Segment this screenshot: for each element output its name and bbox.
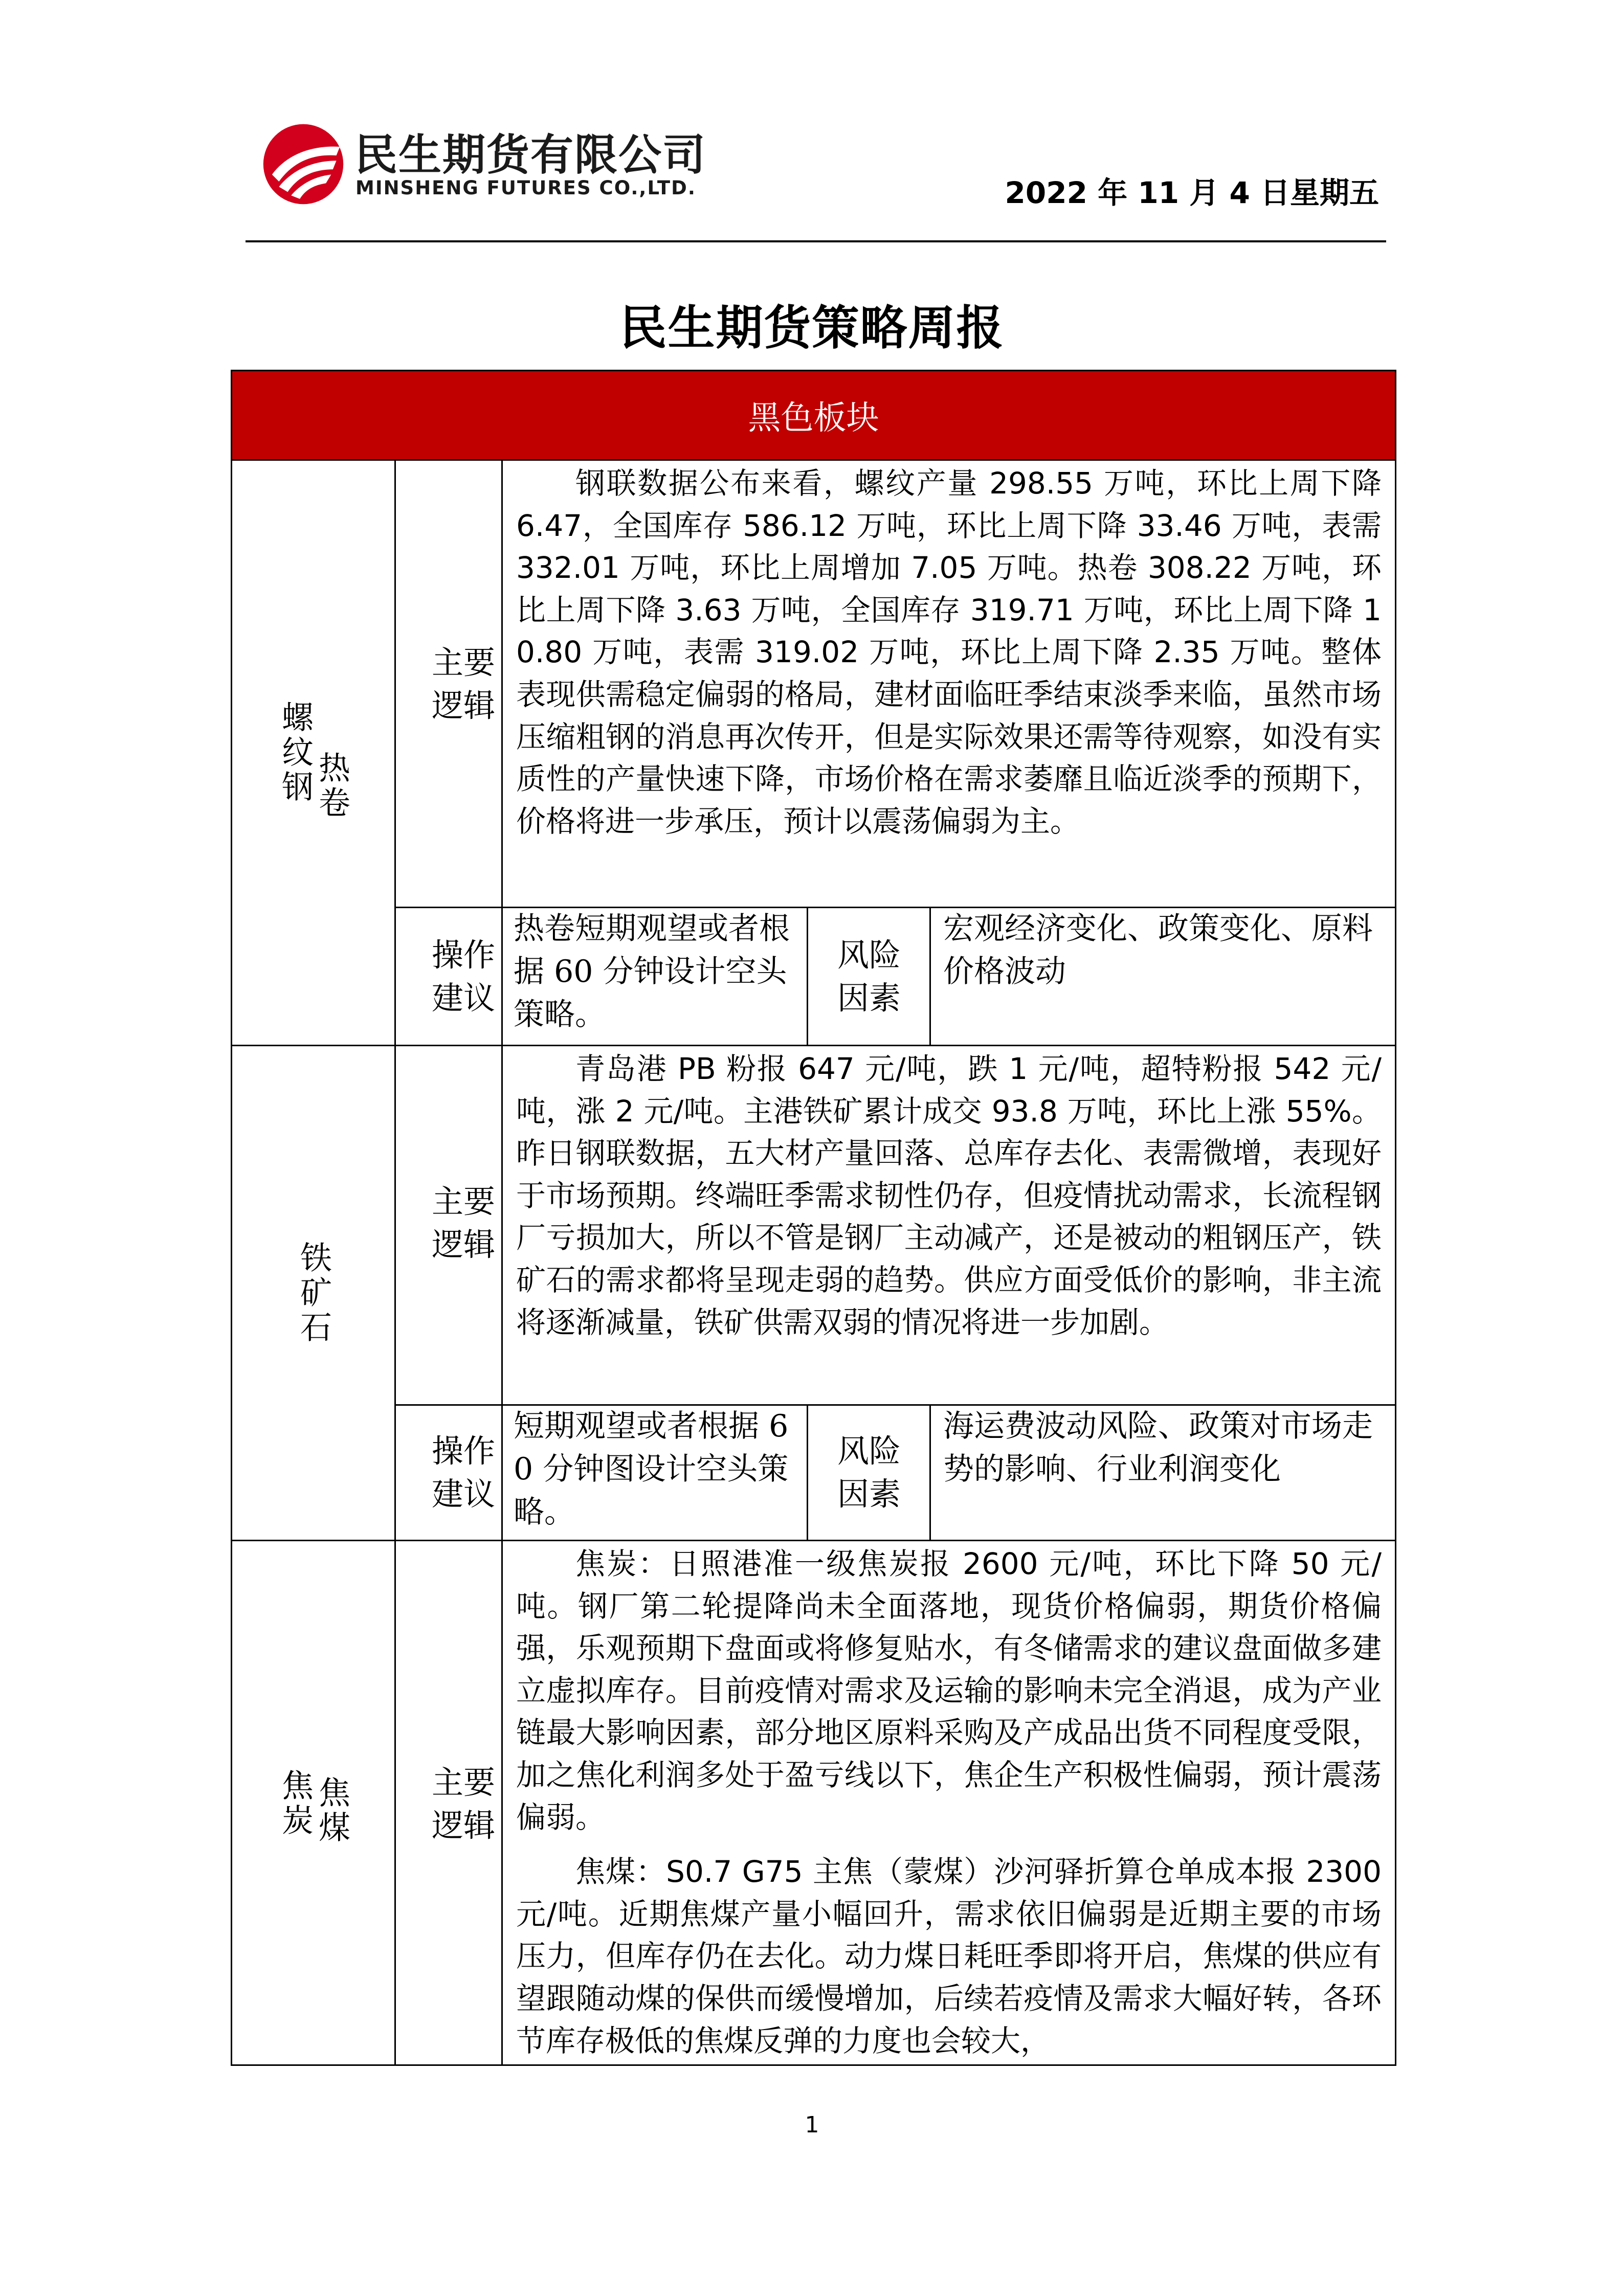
commodity-name: 螺纹钢 [276,701,314,805]
operation-label: 操作 建议 [431,1432,495,1513]
column-divider [394,459,396,2066]
company-name-cn: 民生期货有限公司 [354,130,707,180]
column-divider [929,1404,931,1540]
main-logic-label: 主要 逻辑 [431,1183,495,1263]
commodity-name: 铁矿石 [295,1241,332,1345]
column-divider [807,1404,808,1540]
commodity-name: 焦炭 [276,1769,314,1838]
document-title: 民生期货策略周报 [619,301,1005,355]
operation-label: 操作 建议 [431,936,495,1017]
column-divider [929,907,931,1045]
commodity-rebar-hotcoil [232,461,394,1045]
operation-advice: 热卷短期观望或者根据 60 分钟设计空头策略。 [514,911,790,1032]
risk-label: 风险 因素 [837,1432,901,1513]
main-logic-text: 钢联数据公布来看，螺纹产量 298.55 万吨，环比上周下降 6.47，全国库存 586.12 万吨，环比上周下降 33.46 万吨，表需 332.01 万吨，环比上周增加 7.05 万吨。热卷 308.22 万吨，环比上周下降 3.63 万吨，全国库存 319.71 万吨，环比上周下降 10.80 万吨，表需 319.02 万吨，环比上周下降 2.35 万吨。整体表现供需稳定偏弱的格局，建材面临旺季结束淡季来临，虽然市场压缩粗钢的消息再次传开，但是实际效果还需等待观察，如没有实质性的产量快速下降，市场价格在需求萎靡且临近淡季的预期下，价格将进一步承压，预计以震荡偏弱为主。 [516,466,1382,839]
strategy-table [231,370,1396,2066]
operation-advice: 短期观望或者根据 60 分钟图设计空头策略。 [514,1408,789,1530]
commodity-coke-coal [232,1541,394,2066]
row-divider [232,1045,1395,1046]
report-date: 2022 年 11 月 4 日星期五 [1005,175,1379,210]
column-divider [807,907,808,1045]
company-logo [260,117,751,209]
coke-paragraph: 焦炭：日照港准一级焦炭报 2600 元/吨，环比下降 50 元/吨。钢厂第二轮提降尚未全面落地，现货价格偏弱，期货价格偏强，乐观预期下盘面或将修复贴水，有冬储需求的建议盘面做多建立虚拟库存。目前疫情对需求及运输的影响未完全消退，成为产业链最大影响因素，部分地区原料采购及产成品出货不同程度受限，加之焦化利润多处于盈亏线以下，焦企生产积极性偏弱，预计震荡偏弱。 [516,1546,1382,1835]
commodity-iron-ore [232,1046,394,1540]
column-divider [501,459,503,2066]
risk-factors: 海运费波动风险、政策对市场走势的影响、行业利润变化 [943,1408,1373,1487]
row-divider [232,459,1395,461]
header-divider [246,240,1386,242]
row-divider [232,1540,1395,1541]
main-logic-label: 主要 逻辑 [431,1764,495,1844]
company-name-en: MINSHENG FUTURES CO.,LTD. [355,177,696,199]
section-banner: 黑色板块 [232,371,1395,459]
main-logic-text [516,1543,1382,2065]
coking-coal-paragraph: 焦煤：S0.7 G75 主焦（蒙煤）沙河驿折算仓单成本报 2300 元/吨。近期焦煤产量小幅回升，需求依旧偏弱是近期主要的市场压力，但库存仍在去化。动力煤日耗旺季即将开启，焦煤的供应有望跟随动煤的保供而缓慢增加，后续若疫情及需求大幅好转，各环节库存极低的焦煤反弹的力度也会较大， [516,1854,1382,2058]
page-number: 1 [805,2112,819,2138]
commodity-name: 焦煤 [313,1776,351,1845]
main-logic-text: 青岛港 PB 粉报 647 元/吨，跌 1 元/吨，超特粉报 542 元/吨，涨 2 元/吨。主港铁矿累计成交 93.8 万吨，环比上涨 55%。昨日钢联数据，五大材产量回落、总库存去化、表需微增，表现好于市场预期。终端旺季需求韧性仍存，但疫情扰动需求，长流程钢厂亏损加大，所以不管是钢厂主动减产，还是被动的粗钢压产，铁矿石的需求都将呈现走弱的趋势。供应方面受低价的影响，非主流将逐渐减量，铁矿供需双弱的情况将进一步加剧。 [516,1051,1382,1340]
commodity-name: 热卷 [313,751,351,821]
main-logic-label: 主要 逻辑 [431,644,495,724]
risk-factors: 宏观经济变化、政策变化、原料价格波动 [943,911,1373,989]
minsheng-logo-icon [260,121,347,208]
risk-label: 风险 因素 [837,936,901,1017]
